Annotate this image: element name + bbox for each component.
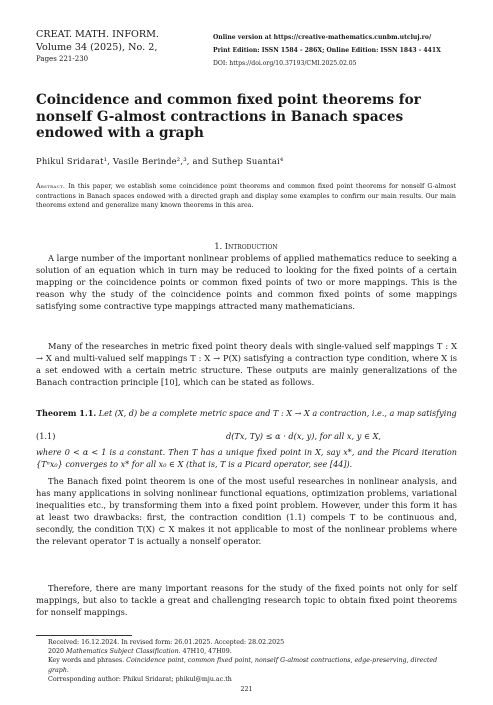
section-heading	[36, 241, 456, 251]
journal-info	[36, 29, 159, 65]
paragraph-text: The Banach fixed point theorem is one of the most useful researches in nonlinear analysis, and has many applications in solving nonlinear functional equations, optimization problems, variational inequalities etc., by transforming them into a fixed point problem. However, under this form it has at least two drawbacks: first, the contraction condition (1.1) compels T to be continuous and, secondly, the condition T(X) ⊂ X makes it not applicable to most of the nonlinear problems where the relevant operator T is actually a nonself operator.	[36, 476, 457, 546]
abstract	[36, 182, 456, 211]
intro-paragraph-2	[36, 341, 457, 389]
msc-codes: 47H10, 47H09.	[180, 648, 232, 656]
footnote-rule	[36, 635, 132, 636]
paragraph-text: Therefore, there are many important reasons for the study of the fixed points not only for self mappings, but also to tackle a great and challenging research topic to obtain fixed point theorems for nonself mappings.	[36, 583, 457, 617]
paragraph-text: A large number of the important nonlinear problems of applied mathematics reduce to seeking a solution of an equation which in turn may be reduced to looking for the fixed points of a certain mapping or the coincidence points or common fixed points of two or more mappings. This is the reason why the study of the coincidence points and common fixed points of some mappings satisfying some contractive type mappings attracted many mathematicians.	[36, 253, 457, 311]
author-list: Phikul Sridarat¹, Vasile Berinde²,³, and Suthep Suantai⁴	[36, 156, 284, 166]
intro-paragraph-3	[36, 476, 457, 547]
keywords-label: Key words and phrases.	[48, 657, 127, 665]
intro-paragraph-4	[36, 583, 457, 619]
equation-label: (1.1)	[36, 431, 56, 441]
edition-info	[213, 31, 441, 70]
paper-title: Coincidence and common fixed point theorems for nonself G-almost contractions in Banach spaces endowed with a graph	[36, 92, 421, 141]
keywords-text: Coincidence point, common fixed point, nonself G-almost contractions, edge-preserving, directed graph.	[48, 657, 438, 674]
journal-volume: Volume 34 (2025), No. 2,	[36, 41, 158, 53]
page-number: 221	[240, 686, 253, 693]
theorem-statement	[36, 408, 457, 420]
keywords	[36, 656, 457, 674]
abstract-text: In this paper, we establish some coincidence point theorems and common fixed point theorems for nonself G-almost contractions in Banach spaces endowed with a directed graph and display some examples to confirm our main results. Our main theorems extend and generalize many known theorems in this area.	[36, 183, 456, 210]
section-number: 1.	[214, 241, 223, 251]
paragraph-text: Many of the researches in metric fixed point theory deals with single-valued self mappings T : X → X and multi-valued self mappings T : X → P(X) satisfying a contraction type condition, where X is a set endowed with a certain metric structure. These outputs are mainly generalizations of the Banach contraction principle [10], which can be stated as follows.	[36, 341, 457, 387]
theorem-conclusion: where 0 < α < 1 is a constant. Then T has a unique fixed point in X, say x*, and the Picard iteration {Tⁿx₀} converges to x* for all x₀ ∈ X (that is, T is a Picard operator, see [44]).	[36, 447, 457, 469]
received-dates: Received: 16.12.2024. In revised form: 26.01.2025. Accepted: 28.02.2025	[48, 639, 285, 646]
abstract-label: Abstract.	[36, 183, 66, 190]
doi-link[interactable]: DOI: https://doi.org/10.37193/CMI.2025.02.05	[213, 60, 357, 67]
section-title: Introduction	[224, 241, 278, 251]
theorem-text: Let (X, d) be a complete metric space and T : X → X a contraction, i.e., a map satisfying	[98, 408, 457, 418]
intro-paragraph-1	[36, 253, 457, 313]
msc-label: Mathematics Subject Classification.	[66, 648, 181, 656]
journal-pages: Pages 221-230	[36, 55, 89, 63]
online-version[interactable]: Online version at https://creative-mathematics.cunbm.utcluj.ro/	[213, 34, 432, 41]
msc-classification	[36, 647, 457, 656]
journal-name: CREAT. MATH. INFORM.	[36, 29, 159, 40]
equation-body: d(Tx, Ty) ≤ α · d(x, y), for all x, y ∈ X,	[226, 431, 382, 441]
footnotes	[36, 638, 457, 684]
print-edition: Print Edition: ISSN 1584 - 286X; Online Edition: ISSN 1843 - 441X	[213, 47, 441, 54]
corresponding-author: Corresponding author: Phikul Sridarat; phikul@mju.ac.th	[48, 675, 232, 683]
msc-prefix: 2020	[48, 648, 67, 656]
theorem-label: Theorem 1.1.	[36, 408, 97, 418]
